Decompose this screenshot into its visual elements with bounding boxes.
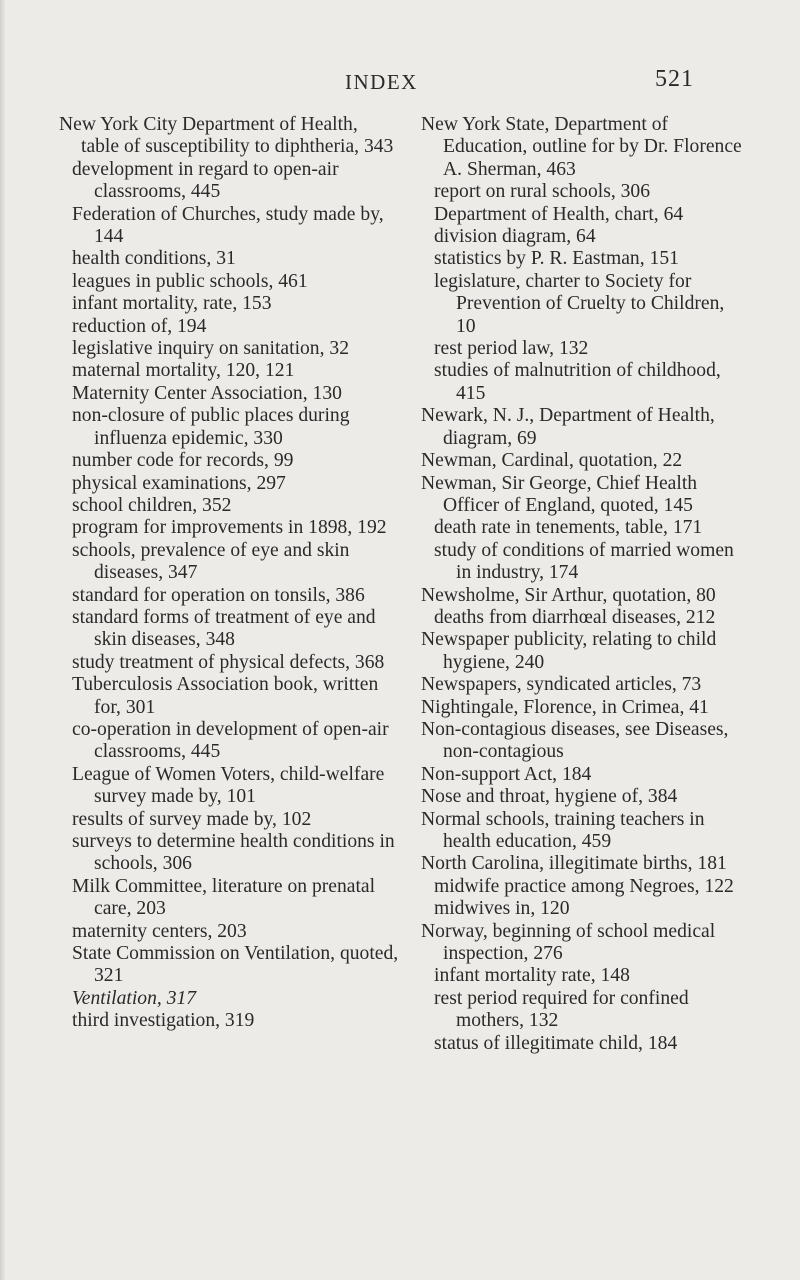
- running-head-title: INDEX: [345, 70, 418, 94]
- index-subentry: non-closure of public places during influenza epidemic, 330: [72, 405, 350, 449]
- index-subentry: midwives in, 120: [434, 898, 570, 920]
- index-subentry: number code for records, 99: [72, 450, 294, 472]
- index-subentry: development in regard to open-air classrooms, 445: [72, 158, 339, 203]
- index-column-left: [59, 114, 399, 1033]
- index-entry: Newark, N. J., Department of Health, diagram, 69: [421, 405, 715, 449]
- index-subentry: maternal mortality, 120, 121: [72, 360, 295, 382]
- page-binding-edge: [0, 0, 6, 1280]
- index-subentry: results of survey made by, 102: [72, 808, 312, 830]
- index-subentry: midwife practice among Negroes, 122: [434, 875, 734, 897]
- index-subentry: surveys to determine health conditions in schools, 306: [72, 831, 395, 875]
- index-subentry: standard for operation on tonsils, 386: [72, 584, 365, 606]
- index-entry: New York City Department of Health, table of susceptibility to diphtheria, 343: [59, 114, 394, 158]
- index-subentry: physical examinations, 297: [72, 472, 286, 494]
- index-subentry: State Commission on Ventilation, quoted, 321: [72, 943, 399, 987]
- index-subentry: infant mortality rate, 148: [434, 965, 630, 987]
- index-subentry: Ventilation, 317: [72, 987, 197, 1009]
- index-entry: Normal schools, training teachers in health education, 459: [421, 808, 705, 852]
- index-subentry: legislature, charter to Society for Prevention of Cruelty to Children, 10: [434, 270, 725, 337]
- index-subentry: program for improvements in 1898, 192: [72, 517, 387, 539]
- index-subentry: health conditions, 31: [72, 248, 236, 270]
- index-entry: Non-support Act, 184: [421, 763, 592, 785]
- index-subentry: death rate in tenements, table, 171: [434, 517, 703, 539]
- page-number: 521: [655, 66, 694, 92]
- index-subentry: division diagram, 64: [434, 226, 596, 248]
- index-subentry: rest period law, 132: [434, 338, 589, 360]
- index-subentry: League of Women Voters, child-welfare survey made by, 101: [72, 763, 385, 808]
- index-entry: Norway, beginning of school medical inspection, 276: [421, 920, 716, 965]
- index-entry: Nose and throat, hygiene of, 384: [421, 786, 678, 808]
- index-entry: Newsholme, Sir Arthur, quotation, 80: [421, 584, 716, 606]
- index-subentry: maternity centers, 203: [72, 920, 247, 942]
- index-subentry: deaths from diarrhœal diseases, 212: [434, 606, 716, 628]
- index-subentry: report on rural schools, 306: [434, 181, 651, 203]
- index-subentry: Milk Committee, literature on prenatal care, 203: [72, 875, 376, 920]
- index-subentry: legislative inquiry on sanitation, 32: [72, 338, 349, 360]
- page-header: [0, 64, 800, 96]
- index-subentry: third investigation, 319: [72, 1010, 255, 1032]
- index-entry: North Carolina, illegitimate births, 181: [421, 853, 727, 875]
- index-subentry: statistics by P. R. Eastman, 151: [434, 248, 679, 270]
- index-subentry: Tuberculosis Association book, written for, 301: [72, 674, 379, 718]
- index-entry: Nightingale, Florence, in Crimea, 41: [421, 696, 709, 718]
- index-entry: Newman, Cardinal, quotation, 22: [421, 450, 683, 472]
- index-subentry: study treatment of physical defects, 368: [72, 651, 385, 673]
- index-subentry: status of illegitimate child, 184: [434, 1032, 678, 1054]
- index-entry: Newman, Sir George, Chief Health Officer of England, quoted, 145: [421, 472, 698, 516]
- index-subentry: infant mortality, rate, 153: [72, 293, 272, 315]
- index-subentry: standard forms of treatment of eye and skin diseases, 348: [72, 606, 376, 651]
- index-subentry: reduction of, 194: [72, 315, 207, 337]
- index-subentry: study of conditions of married women in industry, 174: [434, 539, 734, 584]
- index-column-right: [421, 114, 746, 1055]
- index-entry: New York State, Department of Education, outline for by Dr. Florence A. Sherman, 463: [421, 114, 742, 180]
- index-subentry: schools, prevalence of eye and skin diseases, 347: [72, 539, 350, 584]
- index-entry: Newspapers, syndicated articles, 73: [421, 674, 702, 696]
- index-subentry: Maternity Center Association, 130: [72, 382, 342, 404]
- index-entry: Non-contagious diseases, see Diseases, non-contagious: [421, 718, 729, 763]
- index-entry: Newspaper publicity, relating to child hygiene, 240: [421, 629, 717, 673]
- index-subentry: leagues in public schools, 461: [72, 270, 308, 292]
- index-subentry: school children, 352: [72, 494, 232, 516]
- index-subentry: studies of malnutrition of childhood, 415: [434, 360, 721, 404]
- index-subentry: Department of Health, chart, 64: [434, 203, 684, 225]
- index-subentry: Federation of Churches, study made by, 144: [72, 203, 384, 248]
- index-subentry: co-operation in development of open-air classrooms, 445: [72, 718, 389, 763]
- index-subentry: rest period required for confined mothers, 132: [434, 987, 689, 1032]
